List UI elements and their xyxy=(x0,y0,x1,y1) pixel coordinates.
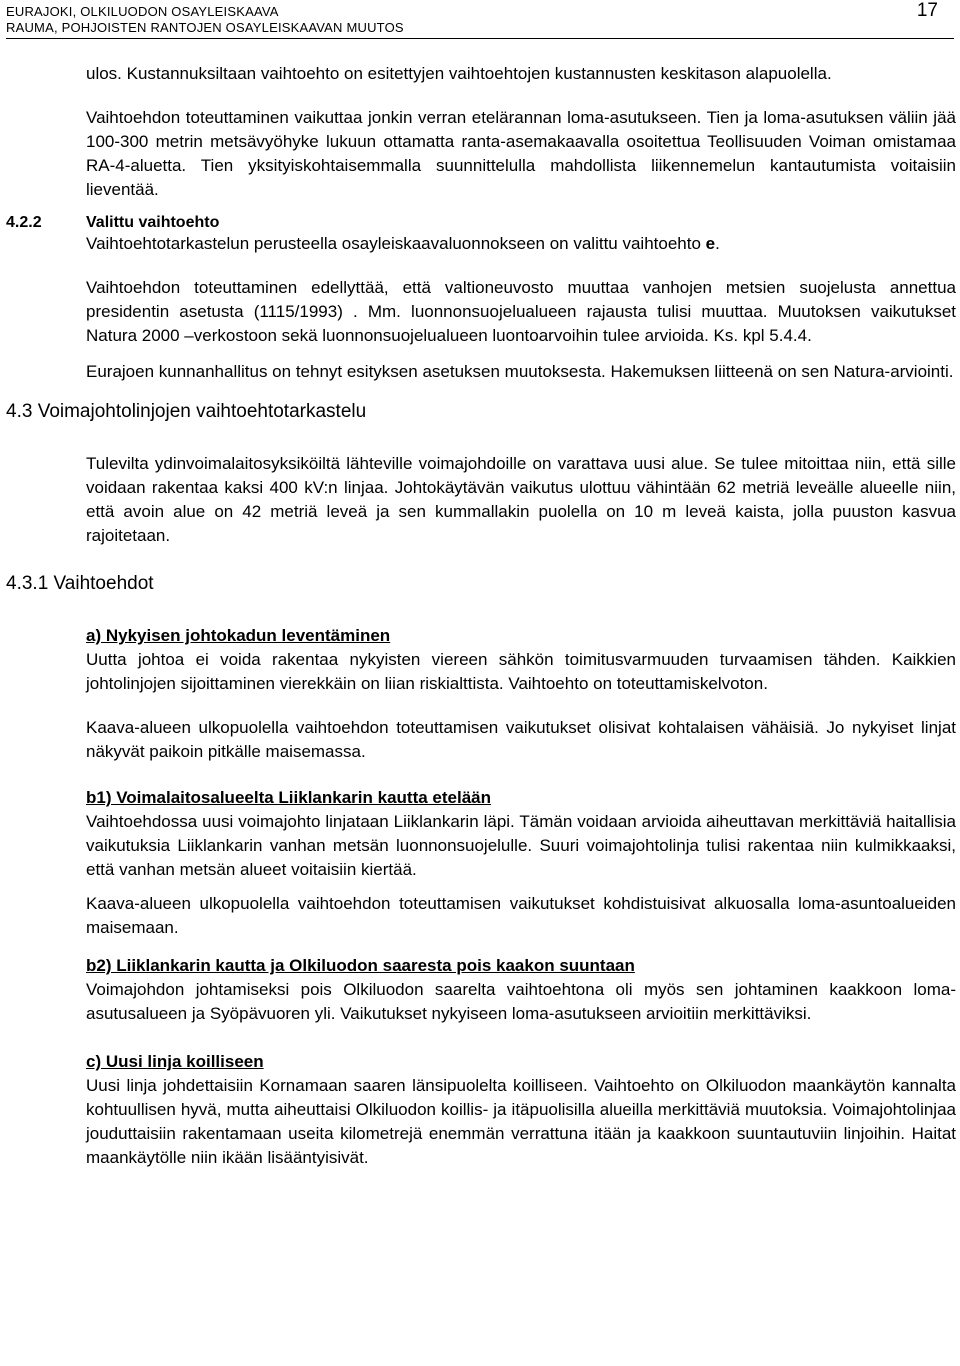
paragraph-requirements: Vaihtoehdon toteuttaminen edellyttää, että valtioneuvosto muuttaa vanhojen metsien suojelusta annettua presidentin asetusta (1115/1993) . Mm. luonnonsuojelualueen rajausta tulisi muuttaa. Muutoksen vaikutukset Natura 2000 –verkostoon sekä luonnonsuojelualueen luontoarvoihin tulee arvioida. Ks. kpl 5.4.4. xyxy=(86,278,956,345)
section-4-2-2 xyxy=(6,214,956,256)
section-4-3-1-heading: 4.3.1 Vaihtoehdot xyxy=(6,573,154,594)
page-header xyxy=(6,0,954,39)
paragraph-impacts: Vaihtoehdon toteuttaminen vaikuttaa jonkin verran etelärannan loma-asutukseen. Tien ja loma-asutuksen väliin jää 100-300 metrin metsävyöhyke lukuun ottamatta ranta-asemakaavalla osoitettua Teollisuuden Voiman omistamaa RA-4-aluetta. Tien yksityiskohtaisemmalla suunnittelulla mahdollista liikennemelun kantautumista voitaisiin lieventää. xyxy=(86,108,956,199)
option-b1-text-2: Kaava-alueen ulkopuolella vaihtoehdon toteuttamisen vaikutukset kohdistuisivat alkuosalla loma-asuntoalueiden maisemaan. xyxy=(86,894,956,937)
option-b2-text: Voimajohdon johtamiseksi pois Olkiluodon saarelta vaihtoehtona oli myös sen johtaminen kaakkoon loma-asutusalueen ja Syöpävuoren yli. Vaikutukset nykyiseen loma-asutukseen arvioitiin merkittäviksi. xyxy=(86,980,956,1023)
option-c-heading xyxy=(86,1050,956,1074)
page-number: 17 xyxy=(916,0,938,21)
section-heading: Valittu vaihtoehto xyxy=(86,214,220,231)
selected-text: Vaihtoehtotarkastelun perusteella osayleiskaavaluonnokseen on valittu vaihtoehto xyxy=(86,234,701,253)
selected-end: . xyxy=(715,234,720,253)
selected-choice: e xyxy=(705,234,716,253)
option-c-title: c) Uusi linja koilliseen xyxy=(86,1052,264,1071)
header-title-line-1: EURAJOKI, OLKILUODON OSAYLEISKAAVA xyxy=(6,4,279,19)
paragraph-costs: ulos. Kustannuksiltaan vaihtoehto on esitettyjen vaihtoehtojen kustannusten keskitason alapuolella. xyxy=(86,64,832,83)
paragraph-powerlines: Tulevilta ydinvoimalaitosyksiköiltä lähteville voimajohdoille on varattava uusi alue. Se tulee mitoittaa niin, että sille voidaan rakentaa kaksi 400 kV:n linjaa. Johtokäytävän vaikutus ulottuu vähintään 62 metriä leveälle alueelle niin, että avoin alue on 42 metriä leveä ja sen kummallakin puolella on 10 m leveä kaista, jolla puuston kasvua rajoitetaan. xyxy=(86,454,956,545)
option-a-text-2: Kaava-alueen ulkopuolella vaihtoehdon toteuttamisen vaikutukset olisivat kohtalaisen vähäisiä. Jo nykyiset linjat näkyvät paikoin pitkälle maisemassa. xyxy=(86,718,956,761)
document-body xyxy=(6,62,956,1170)
option-a-text: Uutta johtoa ei voida rakentaa nykyisten viereen sähkön toimitusvarmuuden turvaamisen tähden. Kaikkien johtolinjojen sijoittaminen vierekkäin on liian riskialttista. Vaihtoehto on toteuttamiskelvoton. xyxy=(86,650,956,693)
option-c-text: Uusi linja johdettaisiin Kornamaan saaren länsipuolelta koilliseen. Vaihtoehto on Olkiluodon maankäytön kannalta kohtuullisen hyvä, mutta aiheuttaisi Olkiluodon koillis- ja itäpuolisilla alueilla merkittäviä muutoksia. Voimajohtolinjaa jouduttaisiin rakentamaan useita kilometrejä enemmän verrattuna itään ja kaakkoon suuntautuviin linjoihin. Haitat maankäytölle niin ikään lisääntyisivät. xyxy=(86,1076,956,1167)
section-number: 4.2.2 xyxy=(6,214,42,231)
paragraph-municipality: Eurajoen kunnanhallitus on tehnyt esityksen asetuksen muutoksesta. Hakemuksen liitteenä on sen Natura-arviointi. xyxy=(86,362,954,381)
option-b1-text: Vaihtoehdossa uusi voimajohto linjataan Liiklankarin läpi. Tämän voidaan arvioida aiheuttavan merkittäviä haitallisia vaikutuksia Liiklankarin vanhan metsän luonnonsuojelulle. Suuri voimajohtolinja tulisi rakentaa niin kulmikkaaksi, että vanhan metsän alueet voitaisiin kiertää. xyxy=(86,812,956,879)
paragraph-selected xyxy=(86,232,956,256)
header-title-line-2: RAUMA, POHJOISTEN RANTOJEN OSAYLEISKAAVAN MUUTOS xyxy=(6,20,404,35)
option-a-title: a) Nykyisen johtokadun leventäminen xyxy=(86,626,391,645)
option-a-heading xyxy=(86,624,956,648)
option-b1-heading xyxy=(86,786,956,810)
option-b1-title: b1) Voimalaitosalueelta Liiklankarin kautta etelään xyxy=(86,788,491,807)
option-b2-title: b2) Liiklankarin kautta ja Olkiluodon saaresta pois kaakon suuntaan xyxy=(86,956,635,975)
option-b2-heading xyxy=(86,954,956,978)
section-4-3-heading: 4.3 Voimajohtolinjojen vaihtoehtotarkastelu xyxy=(6,401,367,422)
